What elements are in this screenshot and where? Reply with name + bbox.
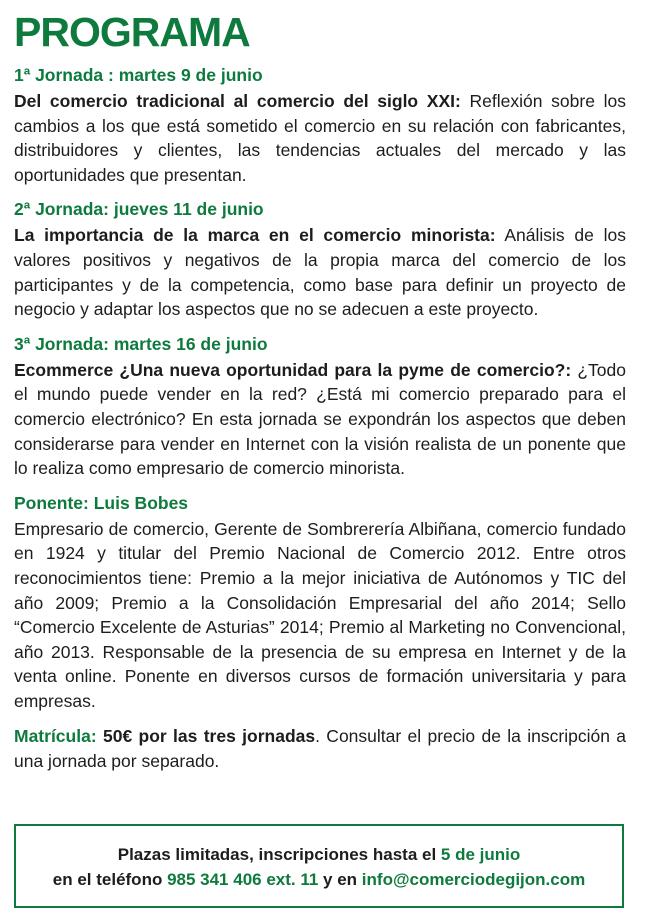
session-topic: Del comercio tradicional al comercio del siglo XXI: <box>14 91 461 111</box>
session-description <box>14 89 626 187</box>
session-text: Análisis de los valores positivos y negativos de la propia marca del comercio de los participantes y de la competencia, como base para definir un proyecto de negocio y adaptar los aspectos que no se adecuen a este proyecto. <box>14 225 626 320</box>
fee-note: . Consultar el precio de la inscripción a una jornada por separado. <box>14 726 626 772</box>
session-heading: 1ª Jornada : martes 9 de junio <box>14 65 263 85</box>
session-heading: 3ª Jornada: martes 16 de junio <box>14 333 268 354</box>
session-text: Reflexión sobre los cambios a los que está sometido el comercio en su relación con fabricantes, distribuidores y clientes, las tendencias actuales del mercado y las oportunidades que presentan. <box>14 91 626 185</box>
fee-amount: 50€ por las tres jornadas <box>96 726 316 747</box>
phone-number[interactable]: 985 341 406 <box>167 870 262 889</box>
session-3 <box>14 333 626 481</box>
phone-extension: ext. 11 <box>261 870 319 889</box>
fee-section <box>14 724 626 773</box>
page-title: PROGRAMA <box>14 9 250 55</box>
session-description <box>14 223 626 321</box>
registration-deadline: 5 de junio <box>440 845 521 864</box>
speaker-bio: Empresario de comercio, Gerente de Sombrerería Albiñana, comercio fundado en 1924 y titular del Premio Nacional de Comercio 2012. Entre otros reconocimientos tiene: Premio a la mejor iniciativa de Autónomos y TIC del año 2009; Premio a la Consolidación Empresarial del año 2014; Sello “Comercio Excelente de Asturias” 2014; Premio al Marketing no Convencional, año 2013. Responsable de la presencia de su empresa en Internet y de la venta online. Ponente en diversos cursos de formación universitaria y para empresas. <box>14 518 626 711</box>
registration-info-box <box>14 824 624 908</box>
registration-line-2 <box>16 867 622 892</box>
contact-connector: y en <box>318 870 362 889</box>
phone-prefix: en el teléfono <box>52 870 168 889</box>
session-topic: La importancia de la marca en el comercio minorista: <box>14 225 496 246</box>
session-text: ¿Todo el mundo puede vender en la red? ¿Está mi comercio preparado para el comercio electrónico? En esta jornada se expondrán los aspectos que deben considerarse para vender en Internet con la visión realista de un ponente que lo realiza como empresario de comercio minorista. <box>14 359 626 479</box>
session-description <box>14 358 626 481</box>
registration-text: Plazas limitadas, inscripciones hasta el <box>117 845 441 864</box>
session-2 <box>14 198 626 321</box>
fee-label: Matrícula: <box>14 726 97 747</box>
speaker-section <box>14 492 626 714</box>
speaker-heading: Ponente: Luis Bobes <box>14 492 189 513</box>
registration-line-1 <box>16 842 622 867</box>
email-link[interactable]: info@comerciodegijon.com <box>361 870 586 889</box>
session-topic: Ecommerce ¿Una nueva oportunidad para la pyme de comercio?: <box>14 359 572 380</box>
session-heading: 2ª Jornada: jueves 11 de junio <box>14 199 264 220</box>
session-1 <box>14 64 626 187</box>
